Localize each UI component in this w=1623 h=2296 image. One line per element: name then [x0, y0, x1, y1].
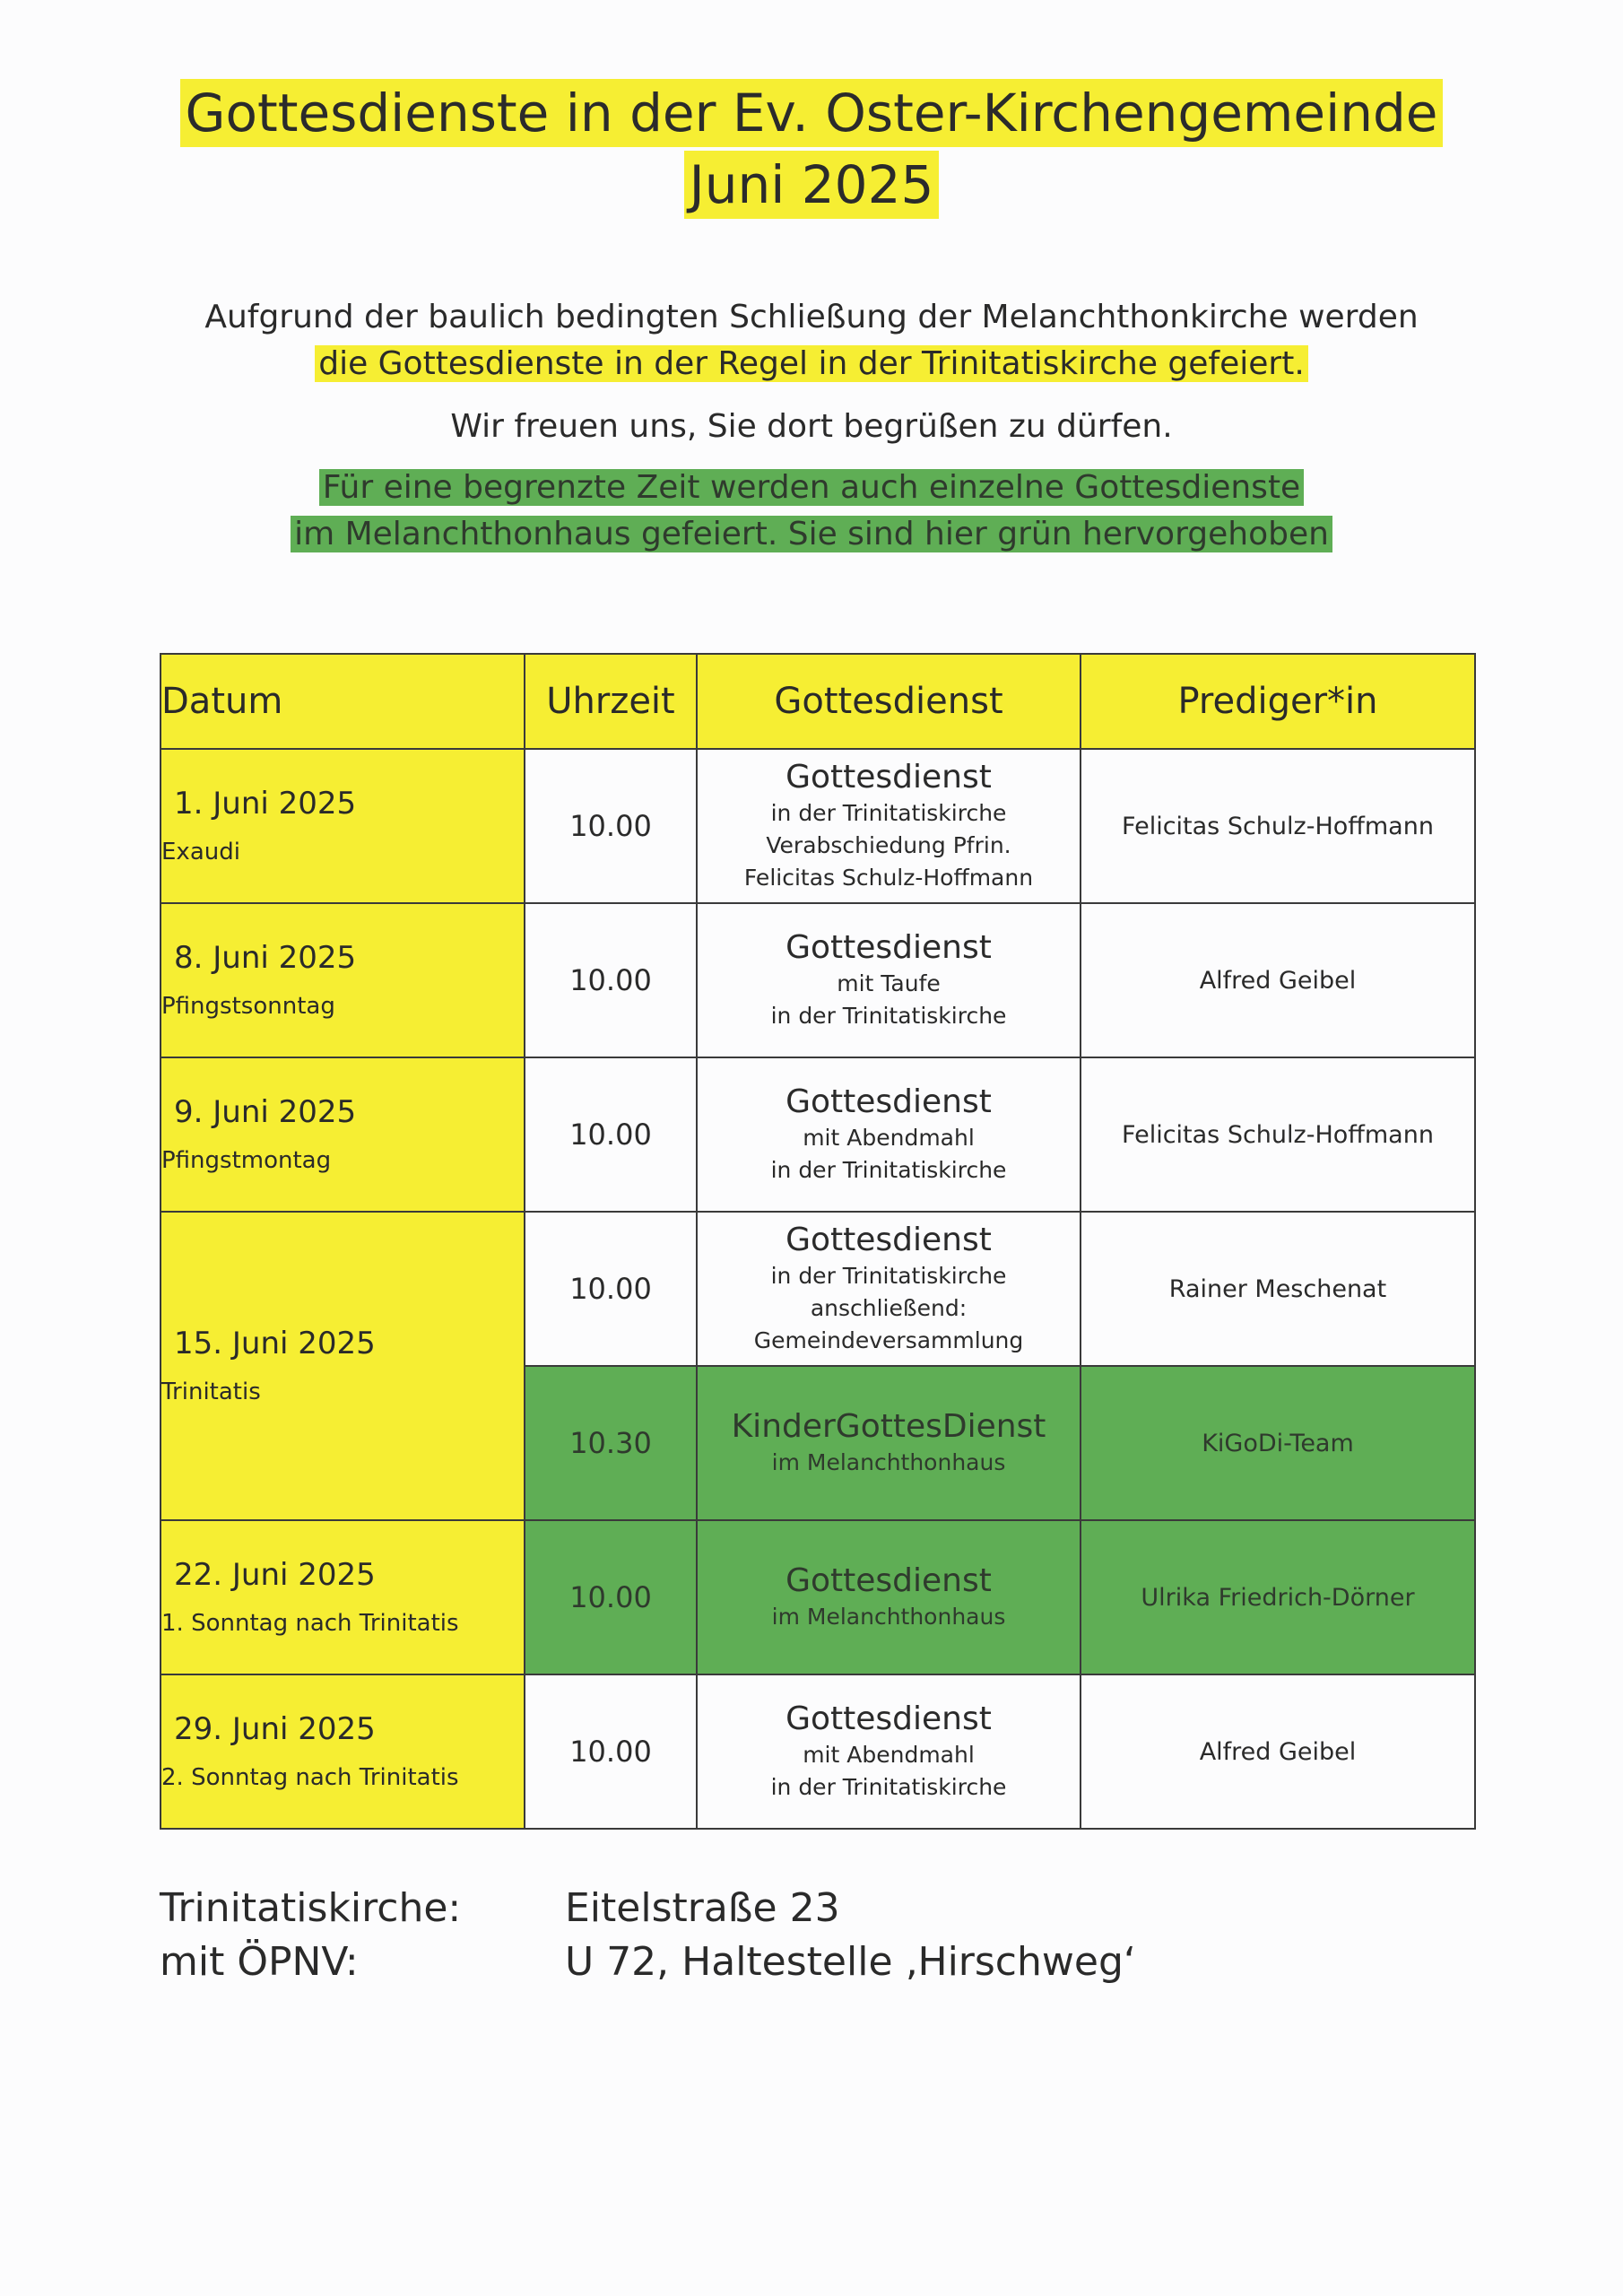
date-cell — [161, 1057, 525, 1212]
date-label: 22. Juni 2025 — [174, 1557, 376, 1593]
service-detail: mit Abendmahl — [803, 1125, 975, 1151]
date-label: 9. Juni 2025 — [174, 1094, 357, 1130]
occasion-label: 2. Sonntag nach Trinitatis — [161, 1764, 459, 1791]
preacher-cell: Ulrika Friedrich-Dörner — [1081, 1520, 1475, 1674]
preacher-cell: Felicitas Schulz-Hoffmann — [1081, 749, 1475, 903]
occasion-label: 1. Sonntag nach Trinitatis — [161, 1610, 459, 1637]
page-title — [0, 79, 1623, 219]
header-preacher: Prediger*in — [1081, 654, 1475, 749]
occasion-label: Trinitatis — [161, 1378, 261, 1405]
title-line-2: Juni 2025 — [684, 151, 940, 219]
date-label: 15. Juni 2025 — [174, 1326, 376, 1361]
service-cell — [697, 1520, 1081, 1674]
time-cell: 10.00 — [525, 749, 697, 903]
footer-info — [160, 1882, 1415, 1989]
intro-line-2-highlight: die Gottesdienste in der Regel in der Trinitatiskirche gefeiert. — [315, 345, 1308, 382]
time-cell: 10.30 — [525, 1366, 697, 1520]
occasion-label: Pfingstmontag — [161, 1147, 332, 1174]
preacher-cell: Felicitas Schulz-Hoffmann — [1081, 1057, 1475, 1212]
service-detail: mit Abendmahl — [803, 1742, 975, 1768]
preacher-cell: KiGoDi-Team — [1081, 1366, 1475, 1520]
service-detail: Gemeindeversammlung — [753, 1327, 1024, 1353]
intro-line-3: Wir freuen uns, Sie dort begrüßen zu dürfen. — [450, 408, 1173, 445]
header-date: Datum — [161, 654, 525, 749]
time-cell: 10.00 — [525, 1520, 697, 1674]
table-row — [161, 1674, 1475, 1829]
green-note-line-2: im Melanchthonhaus gefeiert. Sie sind hier grün hervorgehoben — [291, 516, 1332, 552]
date-label: 1. Juni 2025 — [174, 786, 357, 822]
service-cell — [697, 1674, 1081, 1829]
transit-value: U 72, Haltestelle ‚Hirschweg‘ — [565, 1939, 1136, 1985]
service-detail: in der Trinitatiskirche — [770, 1774, 1007, 1800]
church-label: Trinitatiskirche: — [160, 1885, 462, 1931]
service-detail: in der Trinitatiskirche — [770, 1003, 1007, 1029]
service-cell — [697, 749, 1081, 903]
intro-text — [0, 294, 1623, 558]
service-title: Gottesdienst — [785, 1562, 992, 1599]
transit-label: mit ÖPNV: — [160, 1939, 359, 1985]
date-cell — [161, 903, 525, 1057]
service-title: Gottesdienst — [785, 1083, 992, 1120]
service-detail: Felicitas Schulz-Hoffmann — [743, 865, 1034, 891]
preacher-cell: Alfred Geibel — [1081, 1674, 1475, 1829]
service-title: Gottesdienst — [785, 929, 992, 966]
time-cell: 10.00 — [525, 1212, 697, 1366]
service-cell — [697, 903, 1081, 1057]
service-title: Gottesdienst — [785, 1700, 992, 1737]
service-detail: im Melanchthonhaus — [771, 1449, 1006, 1475]
header-time: Uhrzeit — [525, 654, 697, 749]
footer-church-row — [160, 1882, 1415, 1935]
service-title: Gottesdienst — [785, 1222, 992, 1258]
intro-green-note — [0, 465, 1623, 558]
time-cell: 10.00 — [525, 903, 697, 1057]
service-detail: im Melanchthonhaus — [771, 1604, 1006, 1630]
service-title: Gottesdienst — [785, 759, 992, 796]
preacher-cell: Alfred Geibel — [1081, 903, 1475, 1057]
service-schedule-table — [160, 653, 1476, 1830]
green-note-line-1: Für eine begrenzte Zeit werden auch einzelne Gottesdienste — [319, 469, 1304, 506]
occasion-label: Pfingstsonntag — [161, 993, 335, 1020]
service-detail: in der Trinitatiskirche — [770, 1157, 1007, 1183]
service-detail: mit Taufe — [837, 970, 941, 996]
intro-line-1: Aufgrund der baulich bedingten Schließung der Melanchthonkirche werden — [204, 299, 1419, 335]
service-cell — [697, 1366, 1081, 1520]
preacher-cell: Rainer Meschenat — [1081, 1212, 1475, 1366]
title-line-1: Gottesdienste in der Ev. Oster-Kirchengemeinde — [180, 79, 1444, 147]
service-detail: Verabschiedung Pfrin. — [766, 832, 1011, 858]
service-cell — [697, 1057, 1081, 1212]
date-cell — [161, 1520, 525, 1674]
footer-transit-row — [160, 1935, 1415, 1989]
date-cell — [161, 749, 525, 903]
table-header-row — [161, 654, 1475, 749]
church-address: Eitelstraße 23 — [565, 1885, 840, 1931]
service-detail: in der Trinitatiskirche — [770, 800, 1007, 826]
service-detail: anschließend: — [810, 1295, 968, 1321]
date-cell — [161, 1674, 525, 1829]
table-row — [161, 1212, 1475, 1366]
date-label: 8. Juni 2025 — [174, 940, 357, 976]
table-row — [161, 903, 1475, 1057]
header-service: Gottesdienst — [697, 654, 1081, 749]
table-row — [161, 749, 1475, 903]
service-detail: in der Trinitatiskirche — [770, 1263, 1007, 1289]
date-label: 29. Juni 2025 — [174, 1711, 376, 1747]
table-row — [161, 1057, 1475, 1212]
time-cell: 10.00 — [525, 1674, 697, 1829]
service-cell — [697, 1212, 1081, 1366]
date-cell — [161, 1212, 525, 1520]
service-title: KinderGottesDienst — [731, 1408, 1046, 1445]
occasion-label: Exaudi — [161, 839, 240, 865]
table-row — [161, 1520, 1475, 1674]
time-cell: 10.00 — [525, 1057, 697, 1212]
